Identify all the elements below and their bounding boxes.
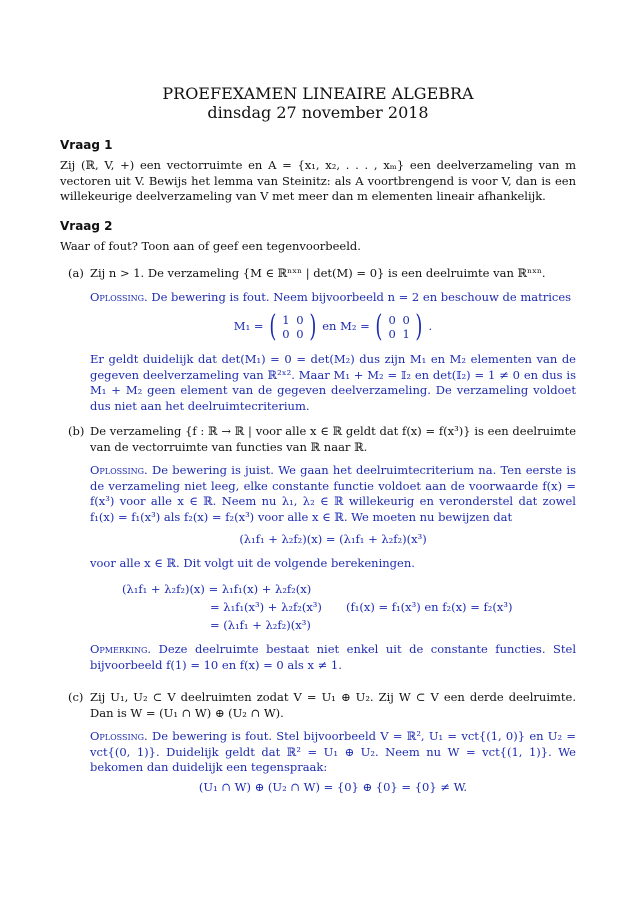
part-a-matrices	[90, 309, 576, 344]
question-2-heading: Vraag 2	[60, 219, 113, 233]
question-1-heading: Vraag 1	[60, 138, 113, 152]
matrix-cell: 0	[282, 327, 290, 341]
calculation-line-1: (λ₁f₁ + λ₂f₂)(x) = λ₁f₁(x) + λ₂f₂(x)	[122, 582, 312, 596]
part-b-remark	[90, 642, 576, 673]
solution-label: Oplossing.	[90, 290, 148, 304]
solution-label: Oplossing.	[90, 729, 148, 743]
calculation-line-2: = λ₁f₁(x³) + λ₂f₂(x³)	[210, 600, 322, 614]
question-2-intro: Waar of fout? Toon aan of geef een tegenvoorbeeld.	[60, 239, 361, 253]
solution-text: De bewering is fout. Neem bijvoorbeeld n = 2 en beschouw de matrices	[151, 290, 572, 304]
calculation-line-3: = (λ₁f₁ + λ₂f₂)(x³)	[210, 618, 311, 632]
solution-text: De bewering is fout. Stel bijvoorbeeld V = ℝ², U₁ = vct{(1, 0)} en U₂ = vct{(0, 1)}. Duidelijk geldt dat ℝ² = U₁ ⊕ U₂. Neem nu W = vct{(1, 1)}. We bekomen dan duidelijk een tegenspraak:	[90, 729, 577, 774]
part-b-equation: (λ₁f₁ + λ₂f₂)(x) = (λ₁f₁ + λ₂f₂)(x³)	[239, 532, 427, 546]
remark-label: Opmerking.	[90, 642, 152, 656]
part-c-statement: Zij U₁, U₂ ⊂ V deelruimten zodat V = U₁ ⊕ U₂. Zij W ⊂ V een derde deelruimte. Dan is W = (U₁ ∩ W) ⊕ (U₂ ∩ W).	[90, 690, 576, 720]
matrix-cell: 1	[402, 327, 410, 341]
matrix-m1-name: M₁ =	[233, 319, 264, 333]
remark-text: Deze deelruimte bestaat niet enkel uit de constante functies. Stel bijvoorbeeld f(1) = 10 en f(x) = 0 als x ≠ 1.	[90, 642, 576, 672]
matrix-cell: 0	[296, 327, 304, 341]
matrix-cell: 0	[388, 327, 396, 341]
part-a-statement: Zij n > 1. De verzameling {M ∈ ℝⁿˣⁿ | det(M) = 0} is een deelruimte van ℝⁿˣⁿ.	[90, 266, 546, 280]
matrix-end: .	[428, 319, 433, 333]
part-c-label: (c)	[68, 690, 84, 704]
question-1-text: Zij (ℝ, V, +) een vectorruimte en A = {x₁, x₂, . . . , xₘ} een deelverzameling van m vectoren uit V. Bewijs het lemma van Steinitz: als A voortbrengend is voor V, dan is een willekeurige deelverzameling van V met meer dan m elementen lineair afhankelijk.	[60, 158, 576, 203]
matrix-cell: 0	[296, 313, 304, 327]
matrix-m1: ( 1 0 0 0 )	[269, 309, 317, 344]
part-a-solution-intro	[90, 290, 576, 306]
part-c-solution	[90, 729, 576, 776]
exam-title: PROEFEXAMEN LINEAIRE ALGEBRA	[162, 84, 474, 103]
part-b-solution-body: voor alle x ∈ ℝ. Dit volgt uit de volgende berekeningen.	[90, 556, 415, 570]
solution-text: De bewering is juist. We gaan het deelruimtecriterium na. Ten eerste is de verzameling niet leeg, elke constante functie voldoet aan de voorwaarde f(x) = f(x³) voor alle x ∈ ℝ. Neem nu λ₁, λ₂ ∈ ℝ willekeurig en veronderstel dat zowel f₁(x) = f₁(x³) als f₂(x) = f₂(x³) voor alle x ∈ ℝ. We moeten nu bewijzen dat	[90, 463, 576, 524]
part-a-solution-body: Er geldt duidelijk dat det(M₁) = 0 = det(M₂) dus zijn M₁ en M₂ elementen van de gegeven deelverzameling van ℝ²ˣ². Maar M₁ + M₂ = 𝕀₂ en det(𝕀₂) = 1 ≠ 0 en dus is M₁ + M₂ geen element van de gegeven deelverzameling. De verzameling voldoet dus niet aan het deelruimtecriterium.	[90, 352, 576, 413]
part-c-equation: (U₁ ∩ W) ⊕ (U₂ ∩ W) = {0} ⊕ {0} = {0} ≠ W.	[198, 780, 468, 794]
matrix-cell: 0	[388, 313, 396, 327]
exam-date: dinsdag 27 november 2018	[207, 103, 429, 122]
matrix-cell: 0	[402, 313, 410, 327]
matrix-m2: ( 0 0 0 1 )	[375, 309, 423, 344]
matrix-cell: 1	[282, 313, 290, 327]
solution-label: Oplossing.	[90, 463, 148, 477]
calculation-note: (f₁(x) = f₁(x³) en f₂(x) = f₂(x³)	[346, 600, 513, 614]
part-b-solution-intro	[90, 463, 576, 525]
part-b-label: (b)	[68, 424, 85, 438]
part-a-label: (a)	[68, 266, 84, 280]
matrix-conjunction: en M₂ =	[322, 319, 370, 333]
part-b-statement: De verzameling {f : ℝ → ℝ | voor alle x ∈ ℝ geldt dat f(x) = f(x³)} is een deelruimte van de vectorruimte van functies van ℝ naar ℝ.	[90, 424, 576, 454]
